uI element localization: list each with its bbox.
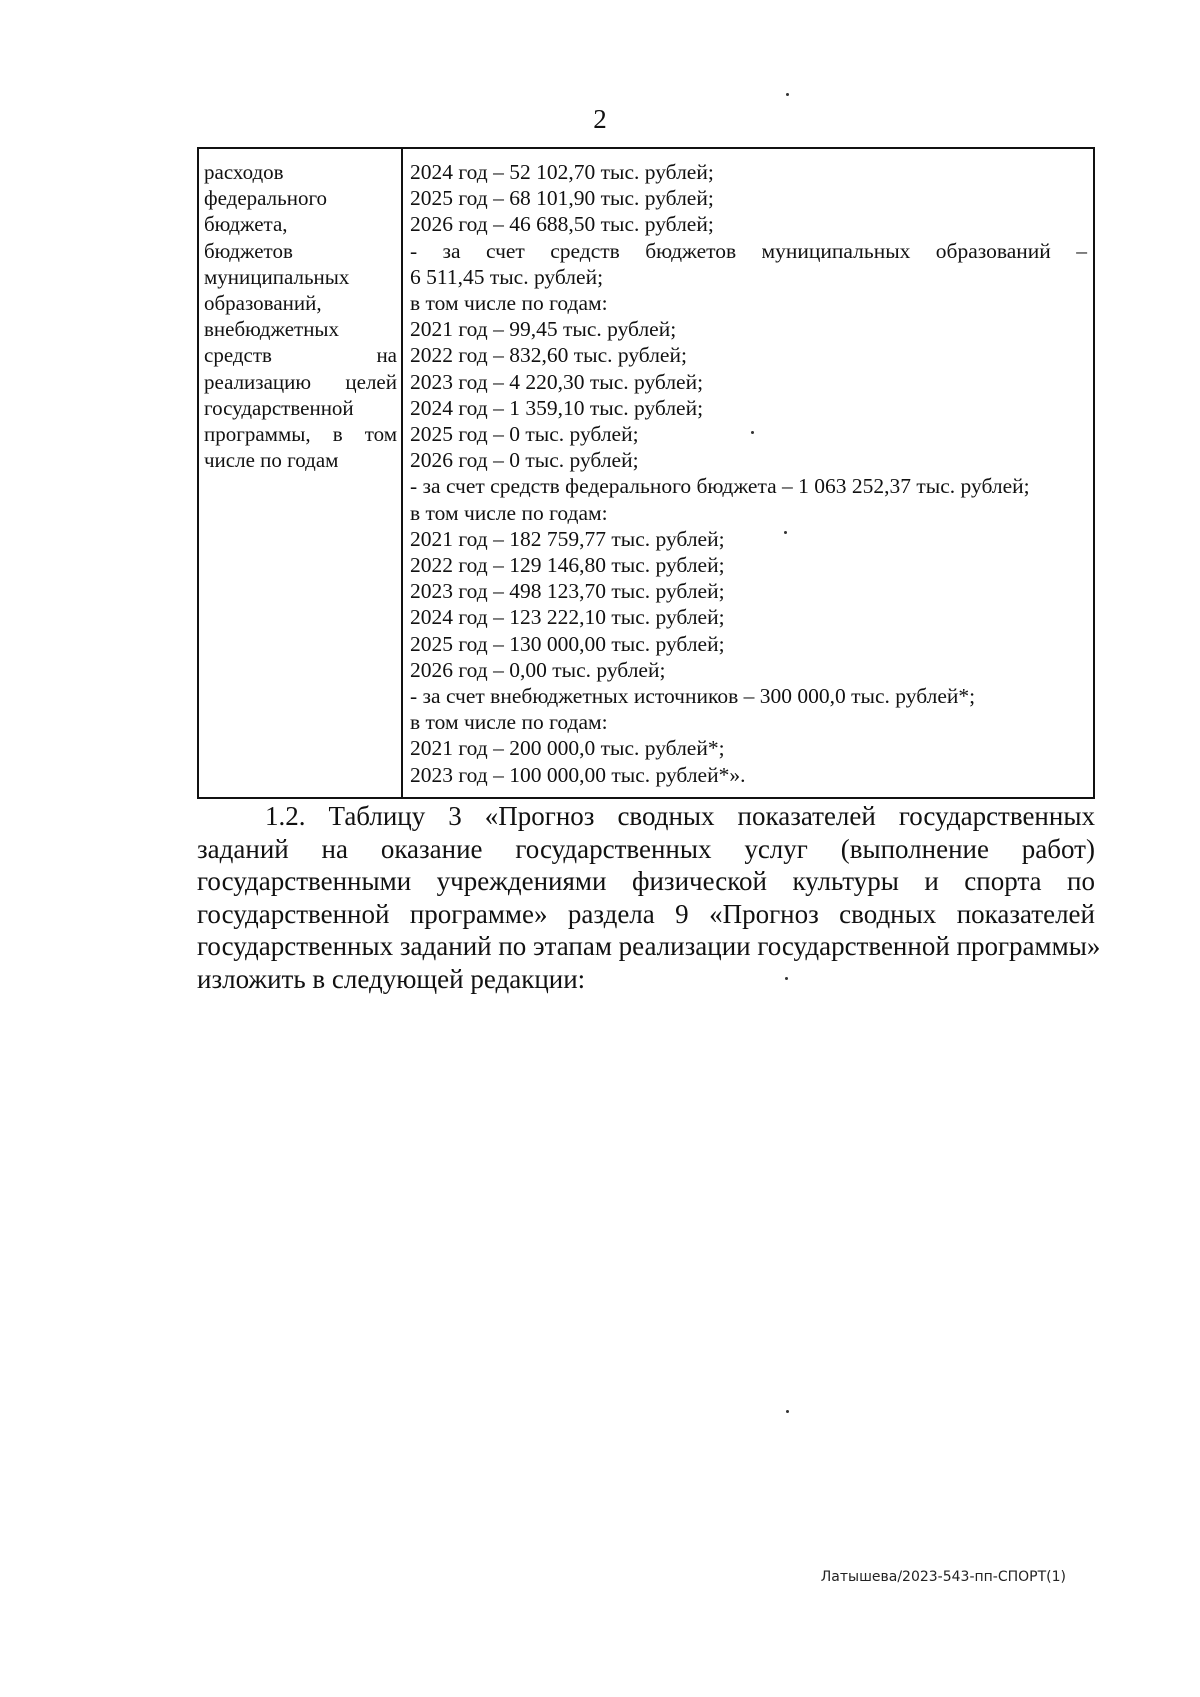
paragraph-word: и [924, 866, 939, 897]
value-line-word: бюджетов [645, 238, 737, 263]
paragraph-word: 3 [448, 801, 462, 831]
label-line-word: в [332, 422, 343, 447]
value-line: 2021 год – 182 759,77 тыс. рублей; [410, 526, 725, 551]
label-line [204, 421, 397, 447]
label-line-word: средств [204, 343, 272, 368]
label-line-word: целей [345, 369, 397, 394]
scan-speck [786, 93, 789, 96]
paragraph-word: «Прогноз [484, 801, 595, 831]
paragraph-line [197, 898, 1095, 931]
paragraph-word: заданий [197, 833, 289, 864]
value-line-word: за [442, 238, 461, 263]
value-line [410, 238, 1087, 264]
value-line: 2026 год – 0,00 тыс. рублей; [410, 657, 666, 682]
paragraph-word: государственными [197, 866, 412, 897]
value-line-word: образований [935, 238, 1051, 263]
value-line: 2025 год – 0 тыс. рублей; [410, 422, 639, 447]
value-line: 2023 год – 498 123,70 тыс. рублей; [410, 579, 725, 604]
label-line: государственной [204, 395, 354, 420]
label-line: числе по годам [204, 448, 339, 473]
funding-values-cell [403, 149, 1093, 797]
label-line [204, 342, 397, 368]
paragraph-word: услуг [744, 833, 808, 864]
label-line-word: том [364, 422, 397, 447]
paragraph-word: государственных [898, 801, 1095, 831]
label-line: бюджетов [204, 238, 293, 263]
paragraph-word: раздела [567, 898, 655, 929]
value-line: 2021 год – 200 000,0 тыс. рублей*; [410, 736, 725, 761]
paragraph-word: показателей [737, 801, 876, 831]
paragraph-word: учреждениями [436, 866, 607, 897]
paragraph-word: культуры [792, 866, 899, 897]
paragraph-word: показателей [956, 898, 1095, 929]
value-line-word: средств [550, 238, 620, 263]
value-line: 2022 год – 832,60 тыс. рублей; [410, 343, 687, 368]
value-line: 2026 год – 0 тыс. рублей; [410, 448, 639, 473]
value-line: 6 511,45 тыс. рублей; [410, 264, 604, 289]
document-code: Латышева/2023-543-пп-СПОРТ(1) [820, 1569, 1066, 1585]
paragraph-word: государственной [197, 898, 390, 929]
paragraph-word: на [321, 833, 348, 864]
value-line: 2025 год – 130 000,00 тыс. рублей; [410, 631, 725, 656]
paragraph-word: по [1067, 866, 1095, 897]
label-line [204, 369, 397, 395]
paragraph-word: физической [631, 866, 767, 897]
paragraph-line [197, 833, 1095, 866]
value-line: 2021 год – 99,45 тыс. рублей; [410, 317, 677, 342]
paragraph-word: сводных [617, 801, 715, 831]
paragraph-word: 9 [675, 898, 689, 929]
paragraph-word: государственных [515, 833, 712, 864]
label-line: федерального [204, 186, 328, 211]
page-number: 2 [593, 104, 607, 134]
value-line: в том числе по годам: [410, 291, 608, 316]
value-line: 2024 год – 123 222,10 тыс. рублей; [410, 605, 725, 630]
label-line-word: программы, [204, 422, 311, 447]
value-line: - за счет средств федерального бюджета – 1 063 252,37 тыс. рублей; [410, 474, 1030, 499]
funding-table [197, 147, 1095, 799]
paragraph-word: Таблицу [328, 801, 426, 831]
value-line: в том числе по годам: [410, 710, 608, 735]
value-line-word: счет [485, 238, 525, 263]
label-line: бюджета, [204, 212, 288, 237]
label-line: муниципальных [204, 264, 350, 289]
paragraph-word: 1.2. [265, 801, 306, 831]
paragraph-word: программе» [409, 898, 548, 929]
value-line: 2024 год – 1 359,10 тыс. рублей; [410, 395, 704, 420]
value-line-word: - [410, 238, 418, 263]
label-line-word: реализацию [204, 369, 312, 394]
paragraph-line: изложить в следующей редакции: [197, 963, 586, 994]
paragraph-word: спорта [964, 866, 1042, 897]
value-line-word: – [1076, 238, 1087, 263]
funding-label-cell [199, 149, 403, 797]
paragraph-line: государственных заданий по этапам реализации государственной программы» [197, 931, 1101, 962]
paragraph-word: «Прогноз [709, 898, 819, 929]
label-line: внебюджетных [204, 317, 340, 342]
value-line-word: муниципальных [761, 238, 911, 263]
value-line: 2024 год – 52 102,70 тыс. рублей; [410, 160, 714, 184]
paragraph-line [197, 865, 1095, 898]
paragraph-word: (выполнение [840, 833, 989, 864]
label-line: расходов [204, 160, 284, 184]
paragraph-word: работ) [1021, 833, 1095, 864]
label-line-word: на [376, 343, 397, 368]
value-line: 2023 год – 100 000,00 тыс. рублей*». [410, 762, 746, 787]
paragraph-line [197, 800, 1095, 833]
value-line: 2023 год – 4 220,30 тыс. рублей; [410, 369, 704, 394]
scan-speck [786, 1410, 789, 1413]
amendment-paragraph [197, 800, 1101, 996]
value-line: в том числе по годам: [410, 500, 608, 525]
value-line: 2025 год – 68 101,90 тыс. рублей; [410, 186, 714, 211]
value-line: 2022 год – 129 146,80 тыс. рублей; [410, 553, 725, 578]
label-line: образований, [204, 291, 322, 316]
value-line: - за счет внебюджетных источников – 300 000,0 тыс. рублей*; [410, 684, 976, 709]
value-line: 2026 год – 46 688,50 тыс. рублей; [410, 212, 714, 237]
paragraph-word: оказание [380, 833, 483, 864]
paragraph-word: сводных [839, 898, 937, 929]
